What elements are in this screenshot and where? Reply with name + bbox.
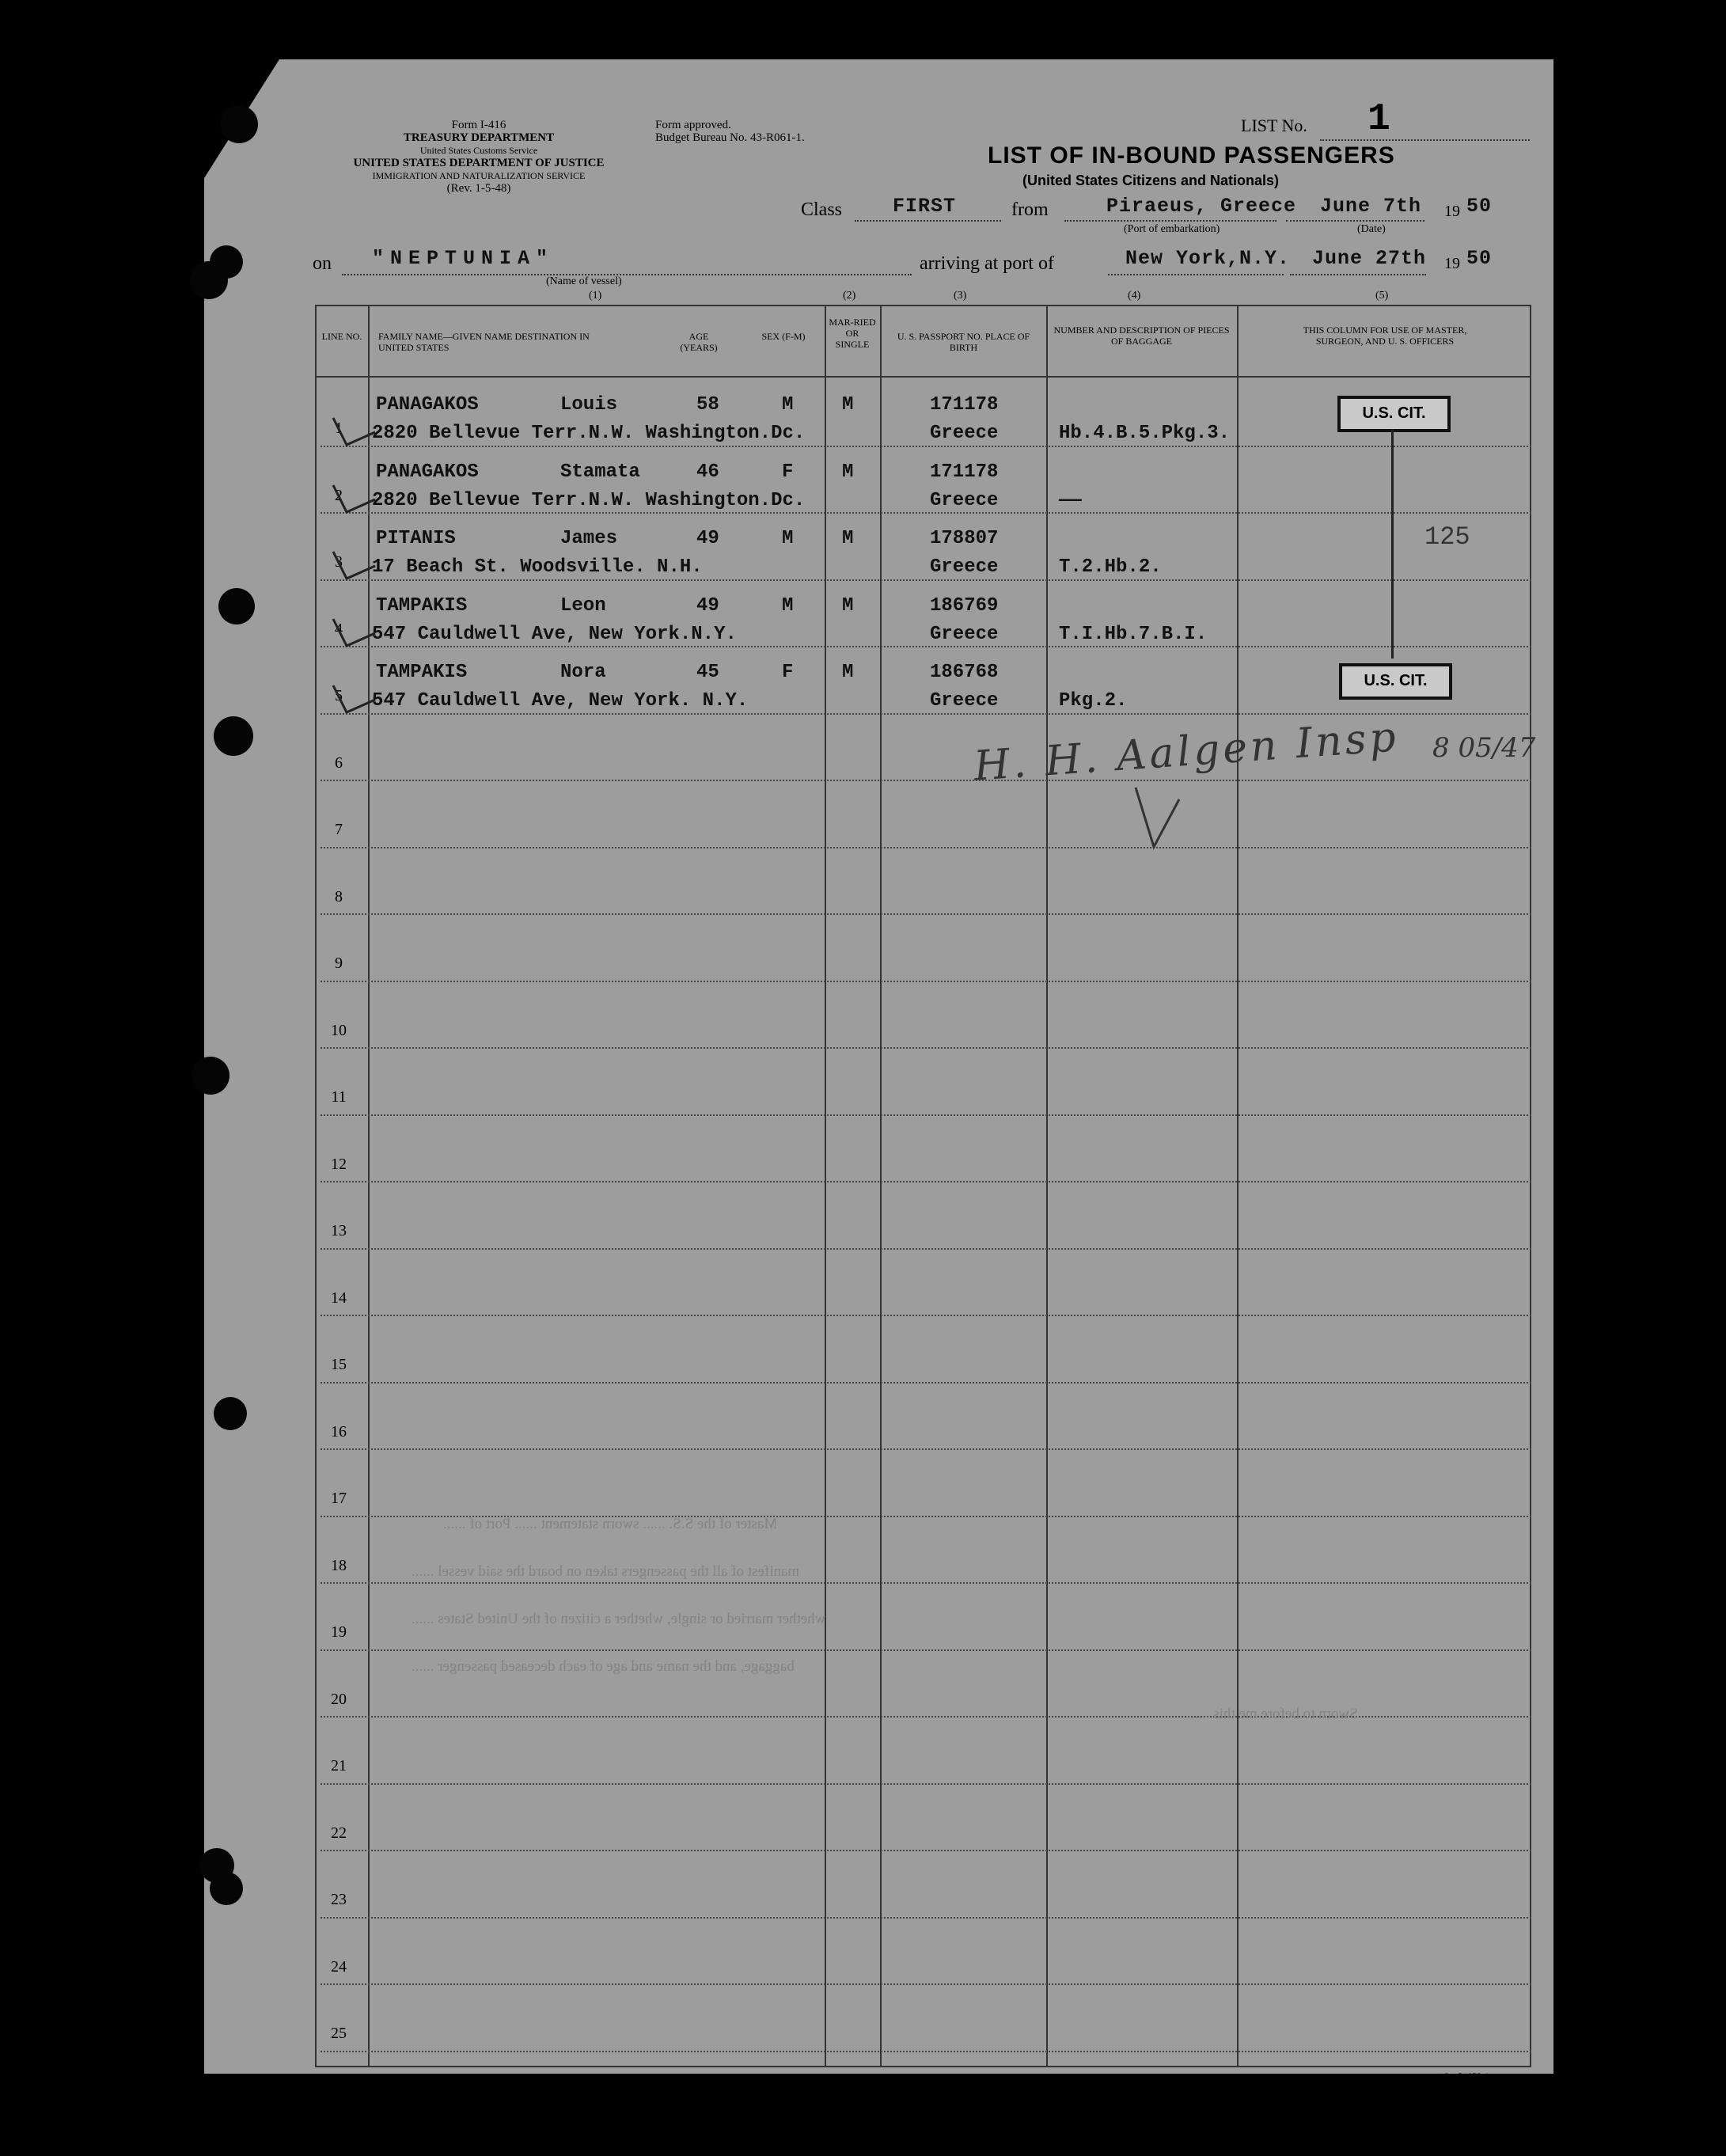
birth-place: Greece bbox=[930, 423, 999, 444]
line-number: 8 bbox=[335, 887, 343, 905]
row-separator bbox=[321, 1582, 1531, 1584]
line-number: 6 bbox=[335, 753, 343, 772]
family-name: PITANIS bbox=[376, 528, 456, 549]
ins-service: IMMIGRATION AND NATURALIZATION SERVICE bbox=[372, 170, 586, 181]
citizen-stamp-icon: U.S. CIT. bbox=[1337, 396, 1451, 432]
given-name: Stamata bbox=[560, 461, 640, 483]
line-number: 20 bbox=[331, 1690, 347, 1708]
row-separator bbox=[321, 1983, 1531, 1985]
treasury-dept: TREASURY DEPARTMENT bbox=[403, 131, 555, 144]
age-value: 58 bbox=[696, 394, 719, 416]
arrival-port: New York,N.Y. bbox=[1125, 247, 1291, 270]
revision: (Rev. 1-5-48) bbox=[446, 182, 511, 195]
arriving-label: arriving at port of bbox=[920, 253, 1054, 274]
bleed-through-text: manifest of all the passengers taken on board the said vessel ...... bbox=[412, 1563, 800, 1580]
col-num-5: (5) bbox=[1375, 290, 1389, 302]
embarkation-date: June 7th bbox=[1320, 195, 1422, 218]
col-header-passport: U. S. PASSPORT NO. PLACE OF BIRTH bbox=[897, 331, 1030, 353]
year-value: 50 bbox=[1466, 195, 1493, 218]
line-number: 3 bbox=[335, 553, 343, 571]
row-separator bbox=[321, 646, 1531, 647]
arrival-year: 50 bbox=[1466, 247, 1493, 270]
sex-value: F bbox=[782, 662, 794, 683]
col-header-name: FAMILY NAME—GIVEN NAME DESTINATION IN UNITED STATES bbox=[378, 331, 590, 353]
line-number: 4 bbox=[335, 620, 343, 638]
form-approved: Form approved. bbox=[655, 119, 731, 131]
sex-value: M bbox=[782, 394, 794, 416]
given-name: Louis bbox=[560, 394, 618, 416]
line-number: 2 bbox=[335, 486, 343, 504]
family-name: TAMPAKIS bbox=[376, 662, 468, 683]
col-header-age: AGE (YEARS) bbox=[680, 331, 718, 353]
col-header-sex: SEX (F-M) bbox=[761, 331, 806, 342]
col-header-officers: THIS COLUMN FOR USE OF MASTER, SURGEON, AND U. S. OFFICERS bbox=[1303, 325, 1467, 347]
line-number: 21 bbox=[331, 1757, 347, 1775]
year-prefix: 19 bbox=[1444, 203, 1460, 220]
citizen-stamp-icon: U.S. CIT. bbox=[1339, 663, 1452, 700]
check-mark-icon bbox=[331, 611, 378, 651]
line-number: 9 bbox=[335, 955, 343, 972]
list-no-value: 1 bbox=[1368, 98, 1390, 141]
class-value: FIRST bbox=[893, 195, 957, 218]
bleed-through-text: baggage, and the name and age of each deceased passenger ...... bbox=[412, 1658, 795, 1675]
line-number: 10 bbox=[331, 1021, 347, 1039]
check-mark-icon bbox=[331, 678, 378, 717]
marital-status: M bbox=[842, 394, 854, 416]
row-separator bbox=[321, 913, 1531, 915]
passport-number: 178807 bbox=[930, 528, 999, 549]
date-caption: (Date) bbox=[1357, 223, 1386, 235]
given-name: James bbox=[560, 528, 618, 549]
row-separator bbox=[321, 446, 1531, 447]
birth-place: Greece bbox=[930, 690, 999, 712]
row-separator bbox=[321, 1382, 1531, 1384]
line-number: 17 bbox=[331, 1490, 347, 1507]
punch-hole-icon bbox=[192, 1057, 230, 1095]
from-label: from bbox=[1011, 199, 1049, 220]
row-separator bbox=[321, 1649, 1531, 1651]
row-separator bbox=[321, 579, 1531, 581]
row-separator bbox=[321, 713, 1531, 715]
line-number: 16 bbox=[331, 1422, 347, 1440]
punch-hole-icon bbox=[190, 261, 228, 299]
baggage-description: Hb.4.B.5.Pkg.3. bbox=[1059, 423, 1231, 444]
birth-place: Greece bbox=[930, 623, 999, 645]
bleed-through-text: Master of the S.S. ...... sworn statement ...... Port of ...... bbox=[443, 1516, 778, 1532]
check-mark-icon bbox=[331, 410, 378, 450]
line-number: 22 bbox=[331, 1824, 347, 1842]
bleed-through-text: Sworn to before me this ...... bbox=[1187, 1706, 1358, 1722]
row-separator bbox=[321, 1181, 1531, 1182]
age-value: 49 bbox=[696, 594, 719, 617]
line-number: 19 bbox=[331, 1623, 347, 1641]
row-separator bbox=[321, 512, 1531, 514]
page-title: LIST OF IN-BOUND PASSENGERS bbox=[988, 142, 1395, 169]
row-separator bbox=[321, 1114, 1531, 1116]
given-name: Leon bbox=[560, 594, 606, 617]
line-number: 25 bbox=[331, 2025, 347, 2042]
list-no-label: LIST No. bbox=[1241, 116, 1307, 135]
marital-status: M bbox=[842, 528, 854, 549]
row-separator bbox=[321, 780, 1531, 781]
embarkation-caption: (Port of embarkation) bbox=[1124, 223, 1220, 235]
row-separator bbox=[321, 1315, 1531, 1316]
line-number: 23 bbox=[331, 1891, 347, 1908]
passport-number: 186768 bbox=[930, 662, 999, 683]
bleed-through-text: whether married or single, whether a citizen of the United States ...... bbox=[412, 1611, 826, 1627]
row-separator bbox=[321, 2051, 1531, 2052]
form-number: Form I-416 bbox=[451, 119, 506, 131]
line-number: 7 bbox=[335, 821, 343, 838]
line-number: 1 bbox=[335, 419, 343, 437]
punch-hole-icon bbox=[214, 1397, 247, 1430]
row-separator bbox=[321, 1448, 1531, 1450]
signature-mark: 8 05/47 bbox=[1432, 732, 1536, 764]
punch-hole-icon bbox=[214, 716, 253, 756]
passport-number: 186769 bbox=[930, 594, 999, 617]
row-separator bbox=[321, 847, 1531, 848]
baggage-description: Pkg.2. bbox=[1059, 690, 1128, 712]
row-separator bbox=[321, 1047, 1531, 1049]
sex-value: F bbox=[782, 461, 794, 483]
check-mark-icon bbox=[331, 544, 378, 583]
officer-note: 125 bbox=[1424, 522, 1470, 552]
row-separator bbox=[321, 1850, 1531, 1851]
col-header-baggage: NUMBER AND DESCRIPTION OF PIECES OF BAGGAGE bbox=[1053, 325, 1230, 347]
row-separator bbox=[321, 1248, 1531, 1250]
vessel-caption: (Name of vessel) bbox=[546, 275, 622, 287]
line-number: 14 bbox=[331, 1289, 347, 1307]
passport-number: 171178 bbox=[930, 394, 999, 416]
family-name: PANAGAKOS bbox=[376, 394, 479, 416]
row-separator bbox=[321, 981, 1531, 982]
vessel-name: "NEPTUNIA" bbox=[372, 247, 555, 270]
punch-hole-icon bbox=[210, 1872, 243, 1905]
marital-status: M bbox=[842, 461, 854, 483]
embarkation-port: Piraeus, Greece bbox=[1106, 195, 1297, 218]
age-value: 46 bbox=[696, 461, 719, 483]
justice-dept: UNITED STATES DEPARTMENT OF JUSTICE bbox=[353, 157, 605, 169]
baggage-description: T.I.Hb.7.B.I. bbox=[1059, 623, 1208, 645]
family-name: PANAGAKOS bbox=[376, 461, 479, 483]
punch-hole-icon bbox=[218, 588, 255, 624]
col-header-married: MAR-RIED OR SINGLE bbox=[829, 317, 876, 350]
punch-hole-icon bbox=[220, 105, 258, 143]
col-num-3: (3) bbox=[954, 290, 967, 302]
budget-bureau: Budget Bureau No. 43-R061-1. bbox=[655, 131, 805, 144]
form-page bbox=[204, 59, 1553, 2074]
passport-number: 171178 bbox=[930, 461, 999, 483]
birth-place: Greece bbox=[930, 489, 999, 511]
signature-tick-icon bbox=[1132, 784, 1187, 855]
destination-address: 2820 Bellevue Terr.N.W. Washington.Dc. bbox=[372, 423, 806, 444]
col-header-line: LINE NO. bbox=[321, 331, 362, 342]
line-number: 15 bbox=[331, 1356, 347, 1373]
line-number: 5 bbox=[335, 687, 343, 704]
line-number: 18 bbox=[331, 1556, 347, 1574]
inspector-signature: H. H. Aalgen Insp bbox=[972, 713, 1401, 791]
line-number: 24 bbox=[331, 1957, 347, 1976]
row-separator bbox=[321, 1783, 1531, 1785]
marital-status: M bbox=[842, 594, 854, 617]
age-value: 49 bbox=[696, 528, 719, 549]
row-separator bbox=[321, 1917, 1531, 1919]
line-number: 13 bbox=[331, 1222, 347, 1239]
on-label: on bbox=[313, 253, 332, 274]
baggage-description: T.2.Hb.2. bbox=[1059, 556, 1162, 578]
destination-address: 17 Beach St. Woodsville. N.H. bbox=[372, 556, 703, 578]
marital-status: M bbox=[842, 662, 854, 683]
check-mark-icon bbox=[331, 477, 378, 517]
line-number: 12 bbox=[331, 1155, 347, 1173]
family-name: TAMPAKIS bbox=[376, 594, 468, 617]
line-number: 11 bbox=[331, 1088, 347, 1106]
destination-address: 547 Cauldwell Ave, New York. N.Y. bbox=[372, 690, 749, 712]
baggage-description: —— bbox=[1059, 489, 1082, 511]
given-name: Nora bbox=[560, 662, 606, 683]
class-label: Class bbox=[801, 199, 843, 220]
customs-service: United States Customs Service bbox=[419, 145, 538, 156]
destination-address: 547 Cauldwell Ave, New York.N.Y. bbox=[372, 623, 737, 645]
arrival-date: June 27th bbox=[1312, 247, 1427, 270]
arrival-year-prefix: 19 bbox=[1444, 255, 1460, 272]
page-subtitle: (United States Citizens and Nationals) bbox=[1022, 173, 1280, 188]
age-value: 45 bbox=[696, 662, 719, 683]
col-num-4: (4) bbox=[1128, 290, 1141, 302]
birth-place: Greece bbox=[930, 556, 999, 578]
sex-value: M bbox=[782, 528, 794, 549]
col-num-2: (2) bbox=[843, 290, 856, 302]
footer-code: 16—54652-1 bbox=[1439, 2071, 1489, 2082]
col-num-1: (1) bbox=[589, 290, 602, 302]
sex-value: M bbox=[782, 594, 794, 617]
destination-address: 2820 Bellevue Terr.N.W. Washington.Dc. bbox=[372, 489, 806, 511]
